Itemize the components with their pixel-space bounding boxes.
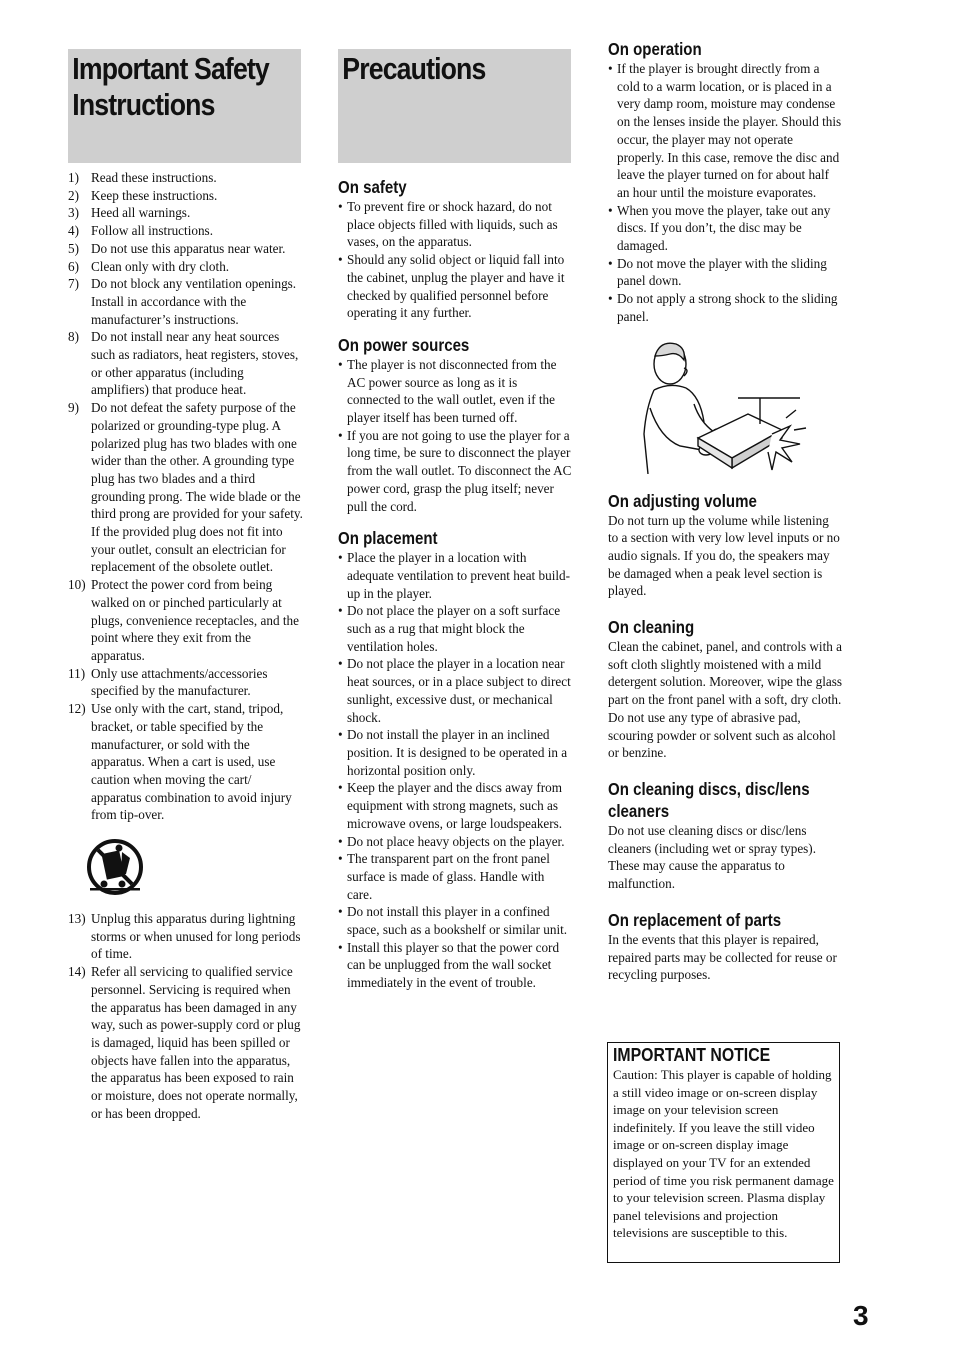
bullet-list <box>338 198 572 322</box>
list-item: • Install this player so that the power cord can be unplugged from the wall socket immediately in the event of trouble. <box>338 939 572 992</box>
bullet-list <box>608 60 842 326</box>
right-column <box>608 38 842 996</box>
list-item: 3) Heed all warnings. <box>68 205 191 221</box>
section-on-operation <box>608 38 842 326</box>
section-on-safety <box>338 176 572 322</box>
list-item: • When you move the player, take out any discs. If you don’t, the disc may be damaged. <box>608 202 842 255</box>
safety-title: Important Safety Instructions <box>72 51 269 122</box>
list-item: • The transparent part on the front panel surface is made of glass. Handle with care. <box>338 850 572 903</box>
safety-list-b <box>68 910 304 1122</box>
section-cleaning <box>608 616 842 762</box>
list-item: 4) Follow all instructions. <box>68 223 213 239</box>
section-body: In the events that this player is repaired, repaired parts may be collected for reuse or recycling purposes. <box>608 931 837 983</box>
precautions-title-box <box>338 49 571 163</box>
safety-title-box <box>68 49 301 163</box>
list-item: 11) Only use attachments/accessories specified by the manufacturer. <box>68 665 268 699</box>
list-item: 2) Keep these instructions. <box>68 187 218 203</box>
list-item: • Do not place the player in a location near heat sources, or in a place subject to direct sunlight, excessive dust, or mechanical shock. <box>338 655 572 726</box>
section-body: Do not turn up the volume while listening to a section with very low level inputs or no audio signals. If you do, the speakers may be damaged when a peak level section is played. <box>608 512 840 599</box>
section-on-placement <box>338 527 572 992</box>
safety-list-a <box>68 169 304 824</box>
page-number: 3 <box>853 1300 869 1331</box>
list-item: • Do not place the player on a soft surface such as a rug that might block the ventilation holes. <box>338 602 572 655</box>
list-item: 7) Do not block any ventilation openings. Install in accordance with the manufacturer’s instructions. <box>68 276 297 327</box>
list-item: • If the player is brought directly from a cold to a warm location, or is placed in a very damp room, moisture may condense on the lenses inside the player. Should this occur, the player may not operate properly. In this case, remove the disc and leave the player turned on for about half an hour until the moisture evaporates. <box>608 60 842 202</box>
section-on-power-sources <box>338 334 572 515</box>
precautions-title: Precautions <box>342 51 486 86</box>
cart-tip-over-icon <box>86 838 144 896</box>
list-item: • Place the player in a location with adequate ventilation to prevent heat build-up in the player. <box>338 549 572 602</box>
section-heading: On power sources <box>338 334 470 355</box>
list-item: 8) Do not install near any heat sources such as radiators, heat registers, stoves, or other apparatus (including amplifiers) that produce heat. <box>68 329 299 398</box>
list-item: • Do not apply a strong shock to the sliding panel. <box>608 290 842 325</box>
list-item: • Keep the player and the discs away from equipment with strong magnets, such as microwave ovens, or large loudspeakers. <box>338 779 572 832</box>
section-body: Do not use cleaning discs or disc/lens cleaners (including wet or spray types). These may cause the apparatus to malfunction. <box>608 822 816 892</box>
list-item: • Do not install this player in a confined space, such as a bookshelf or similar unit. <box>338 903 572 938</box>
bullet-list <box>338 549 572 992</box>
section-heading: On placement <box>338 528 438 549</box>
list-item: 1) Read these instructions. <box>68 170 217 185</box>
list-item: 9) Do not defeat the safety purpose of the polarized or grounding-type plug. A polarized plug has two blades with one wider than the other. A grounding type plug has two blades and a third grounding prong. The wide blade or the third prong are provided for your safety. If the provided plug does not fit into your outlet, consult an electrician for replacement of the obsolete outlet. <box>68 400 303 575</box>
list-item: 10) Protect the power cord from being walked on or pinched particularly at plugs, convenience receptacles, and the point where they exit from the apparatus. <box>68 577 299 663</box>
list-item: • To prevent fire or shock hazard, do not place objects filled with liquids, such as vases, on the apparatus. <box>338 198 572 251</box>
notice-text: Caution: This player is capable of holding a still video image or on-screen display image on your television screen indefinitely. If you leave the still video image or on-screen display image displayed on your TV for an extended period of time you risk permanent damage to your television screen. Plasma display panel televisions and projection televisions are susceptible to this. <box>613 1067 834 1241</box>
section-adjusting-volume <box>608 490 842 601</box>
cart-warning-symbol <box>86 838 144 896</box>
section-heading: On adjusting volume <box>608 490 757 511</box>
list-item: 14) Refer all servicing to qualified service personnel. Servicing is required when the apparatus has been damaged in any way, such as power-supply cord or plug is damaged, liquid has been spilled or objects have fallen into the apparatus, the apparatus has been exposed to rain or moisture, does not operate normally, or has been dropped. <box>68 964 301 1121</box>
section-replacement-parts <box>608 909 842 984</box>
list-item: 6) Clean only with dry cloth. <box>68 258 230 274</box>
list-item: • Do not place heavy objects on the player. <box>338 833 572 851</box>
section-heading: On cleaning discs, disc/lens cleaners <box>608 778 810 821</box>
list-item: • The player is not disconnected from the AC power source as long as it is connected to the wall outlet, even if the player itself has been turned off. <box>338 356 572 427</box>
section-heading: On safety <box>338 177 407 197</box>
safety-column <box>68 169 304 1122</box>
section-heading: On operation <box>608 39 702 59</box>
notice-heading: IMPORTANT NOTICE <box>613 1045 771 1065</box>
section-heading: On replacement of parts <box>608 909 782 930</box>
list-item: 12) Use only with the cart, stand, tripod, bracket, or table specified by the manufacturer, or sold with the apparatus. When a cart is used, use caution when moving the cart/ apparatus combination to avoid injury from tip-over. <box>68 701 292 823</box>
list-item: 5) Do not use this apparatus near water. <box>68 240 286 256</box>
list-item: • Do not move the player with the sliding panel down. <box>608 255 842 290</box>
section-cleaning-discs <box>608 778 842 893</box>
list-item: 13) Unplug this apparatus during lightning storms or when unused for long periods of time. <box>68 911 301 962</box>
list-item: • If you are not going to use the player for a long time, be sure to disconnect the player from the wall outlet. To disconnect the AC power cord, grasp the plug itself; never pull the cord. <box>338 427 572 516</box>
section-heading: On cleaning <box>608 617 695 638</box>
bullet-list <box>338 356 572 515</box>
moving-player-illustration <box>640 338 810 474</box>
precautions-column <box>338 176 572 1004</box>
section-body: Clean the cabinet, panel, and controls with a soft cloth slightly moistened with a mild detergent solution. Moreover, wipe the glass part on the front panel with a soft, dry cloth. Do not use any type of abrasive pad, scouring powder or solvent such as alcohol or benzine. <box>608 639 843 761</box>
person-carrying-player-icon <box>640 338 810 474</box>
important-notice-box <box>607 1042 840 1263</box>
list-item: • Should any solid object or liquid fall into the cabinet, unplug the player and have it checked by qualified personnel before operating it any further. <box>338 251 572 322</box>
list-item: • Do not install the player in an inclined position. It is designed to be operated in a horizontal position only. <box>338 726 572 779</box>
